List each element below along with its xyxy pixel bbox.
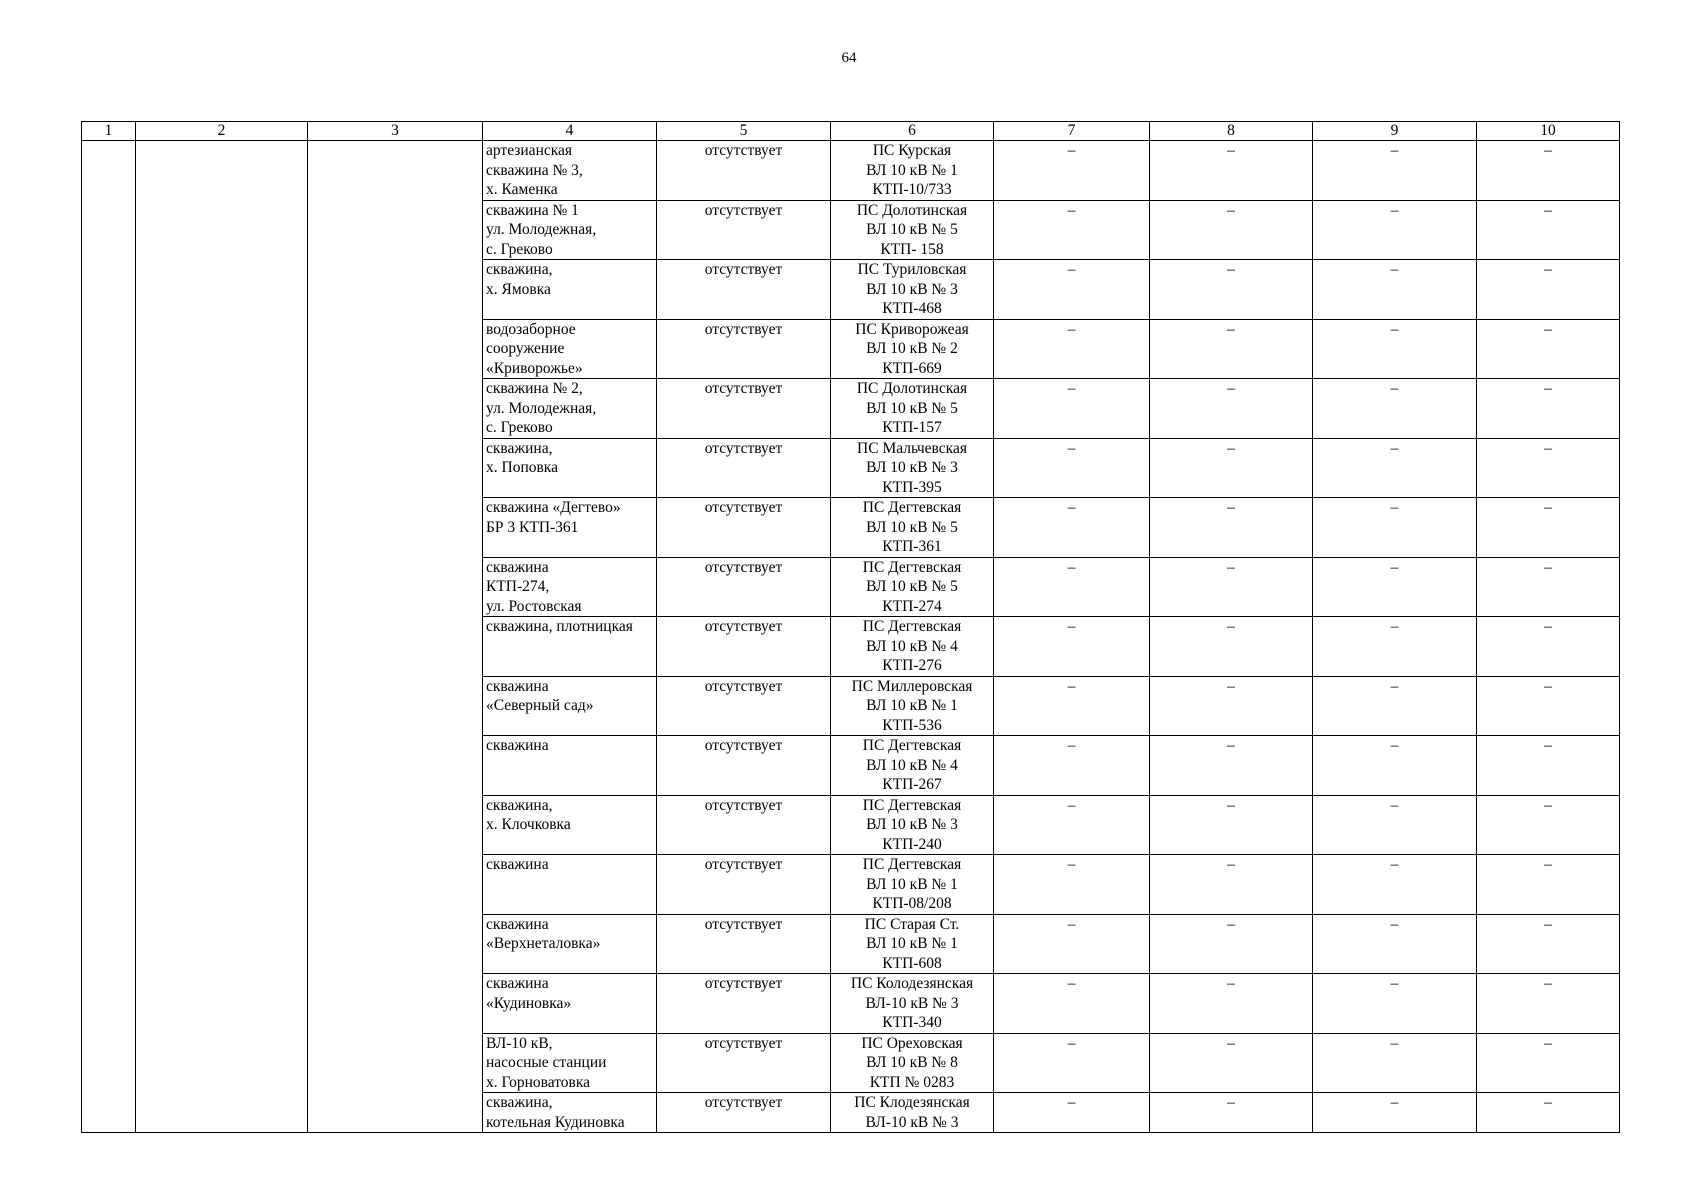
object-name-cell: скважина «Северный сад» bbox=[483, 676, 657, 736]
col-10-cell: – bbox=[1477, 438, 1620, 498]
col-8-cell: – bbox=[1150, 438, 1313, 498]
status-cell: отсутствует bbox=[657, 557, 831, 617]
object-name-cell: скважина, х. Ямовка bbox=[483, 260, 657, 320]
column-header: 1 bbox=[82, 122, 136, 141]
object-name-cell: скважина «Верхнеталовка» bbox=[483, 914, 657, 974]
table-row bbox=[82, 141, 1620, 201]
column-header: 10 bbox=[1477, 122, 1620, 141]
col-9-cell: – bbox=[1313, 379, 1477, 439]
col-10-cell: – bbox=[1477, 200, 1620, 260]
status-cell: отсутствует bbox=[657, 260, 831, 320]
status-cell: отсутствует bbox=[657, 379, 831, 439]
col-9-cell: – bbox=[1313, 617, 1477, 677]
col-7-cell: – bbox=[994, 141, 1150, 201]
col-8-cell: – bbox=[1150, 319, 1313, 379]
column-header: 6 bbox=[831, 122, 994, 141]
col-9-cell: – bbox=[1313, 676, 1477, 736]
status-cell: отсутствует bbox=[657, 319, 831, 379]
col-10-cell: – bbox=[1477, 141, 1620, 201]
col-7-cell: – bbox=[994, 855, 1150, 915]
power-source-cell: ПС Мальчевская ВЛ 10 кВ № 3 КТП-395 bbox=[831, 438, 994, 498]
col-10-cell: – bbox=[1477, 795, 1620, 855]
power-source-cell: ПС Дегтевская ВЛ 10 кВ № 4 КТП-276 bbox=[831, 617, 994, 677]
col-8-cell: – bbox=[1150, 200, 1313, 260]
col-10-cell: – bbox=[1477, 974, 1620, 1034]
col-8-cell: – bbox=[1150, 141, 1313, 201]
status-cell: отсутствует bbox=[657, 676, 831, 736]
object-name-cell: скважина, х. Поповка bbox=[483, 438, 657, 498]
object-name-cell: скважина КТП-274, ул. Ростовская bbox=[483, 557, 657, 617]
col-10-cell: – bbox=[1477, 379, 1620, 439]
col-7-cell: – bbox=[994, 438, 1150, 498]
column-header: 8 bbox=[1150, 122, 1313, 141]
col-10-cell: – bbox=[1477, 676, 1620, 736]
empty-cell-col-1 bbox=[82, 141, 136, 1133]
col-8-cell: – bbox=[1150, 379, 1313, 439]
object-name-cell: скважина, котельная Кудиновка bbox=[483, 1093, 657, 1133]
col-10-cell: – bbox=[1477, 319, 1620, 379]
power-source-cell: ПС Клодезянская ВЛ-10 кВ № 3 bbox=[831, 1093, 994, 1133]
empty-cell-col-2 bbox=[136, 141, 308, 1133]
col-9-cell: – bbox=[1313, 1033, 1477, 1093]
col-7-cell: – bbox=[994, 319, 1150, 379]
col-7-cell: – bbox=[994, 557, 1150, 617]
col-8-cell: – bbox=[1150, 795, 1313, 855]
col-7-cell: – bbox=[994, 200, 1150, 260]
column-header: 3 bbox=[308, 122, 483, 141]
power-source-cell: ПС Дегтевская ВЛ 10 кВ № 4 КТП-267 bbox=[831, 736, 994, 796]
column-header: 9 bbox=[1313, 122, 1477, 141]
col-8-cell: – bbox=[1150, 557, 1313, 617]
power-source-cell: ПС Ореховская ВЛ 10 кВ № 8 КТП № 0283 bbox=[831, 1033, 994, 1093]
status-cell: отсутствует bbox=[657, 200, 831, 260]
column-header: 7 bbox=[994, 122, 1150, 141]
col-10-cell: – bbox=[1477, 498, 1620, 558]
power-source-cell: ПС Долотинская ВЛ 10 кВ № 5 КТП-157 bbox=[831, 379, 994, 439]
data-table bbox=[81, 121, 1620, 1133]
object-name-cell: скважина, х. Клочковка bbox=[483, 795, 657, 855]
col-10-cell: – bbox=[1477, 1093, 1620, 1133]
col-7-cell: – bbox=[994, 795, 1150, 855]
col-9-cell: – bbox=[1313, 260, 1477, 320]
status-cell: отсутствует bbox=[657, 438, 831, 498]
column-header: 5 bbox=[657, 122, 831, 141]
col-7-cell: – bbox=[994, 914, 1150, 974]
col-9-cell: – bbox=[1313, 200, 1477, 260]
col-9-cell: – bbox=[1313, 141, 1477, 201]
power-source-cell: ПС Миллеровская ВЛ 10 кВ № 1 КТП-536 bbox=[831, 676, 994, 736]
object-name-cell: скважина bbox=[483, 855, 657, 915]
status-cell: отсутствует bbox=[657, 1093, 831, 1133]
col-9-cell: – bbox=[1313, 736, 1477, 796]
col-10-cell: – bbox=[1477, 914, 1620, 974]
col-8-cell: – bbox=[1150, 1093, 1313, 1133]
col-7-cell: – bbox=[994, 736, 1150, 796]
status-cell: отсутствует bbox=[657, 855, 831, 915]
status-cell: отсутствует bbox=[657, 795, 831, 855]
status-cell: отсутствует bbox=[657, 914, 831, 974]
power-source-cell: ПС Долотинская ВЛ 10 кВ № 5 КТП- 158 bbox=[831, 200, 994, 260]
col-9-cell: – bbox=[1313, 974, 1477, 1034]
col-8-cell: – bbox=[1150, 260, 1313, 320]
col-7-cell: – bbox=[994, 379, 1150, 439]
column-header: 2 bbox=[136, 122, 308, 141]
power-source-cell: ПС Криворожеая ВЛ 10 кВ № 2 КТП-669 bbox=[831, 319, 994, 379]
col-9-cell: – bbox=[1313, 319, 1477, 379]
col-8-cell: – bbox=[1150, 855, 1313, 915]
col-9-cell: – bbox=[1313, 795, 1477, 855]
col-8-cell: – bbox=[1150, 974, 1313, 1034]
object-name-cell: скважина № 2, ул. Молодежная, с. Греково bbox=[483, 379, 657, 439]
power-source-cell: ПС Дегтевская ВЛ 10 кВ № 3 КТП-240 bbox=[831, 795, 994, 855]
status-cell: отсутствует bbox=[657, 617, 831, 677]
col-8-cell: – bbox=[1150, 736, 1313, 796]
object-name-cell: скважина «Дегтево» БР 3 КТП-361 bbox=[483, 498, 657, 558]
status-cell: отсутствует bbox=[657, 498, 831, 558]
object-name-cell: артезианская скважина № 3, х. Каменка bbox=[483, 141, 657, 201]
power-source-cell: ПС Дегтевская ВЛ 10 кВ № 1 КТП-08/208 bbox=[831, 855, 994, 915]
col-7-cell: – bbox=[994, 1093, 1150, 1133]
table-body bbox=[82, 141, 1620, 1133]
header-row bbox=[82, 122, 1620, 141]
col-8-cell: – bbox=[1150, 617, 1313, 677]
col-10-cell: – bbox=[1477, 617, 1620, 677]
object-name-cell: скважина № 1 ул. Молодежная, с. Греково bbox=[483, 200, 657, 260]
col-9-cell: – bbox=[1313, 1093, 1477, 1133]
status-cell: отсутствует bbox=[657, 736, 831, 796]
column-header: 4 bbox=[483, 122, 657, 141]
object-name-cell: водозаборное сооружение «Криворожье» bbox=[483, 319, 657, 379]
power-source-cell: ПС Старая Ст. ВЛ 10 кВ № 1 КТП-608 bbox=[831, 914, 994, 974]
col-8-cell: – bbox=[1150, 914, 1313, 974]
col-9-cell: – bbox=[1313, 438, 1477, 498]
empty-cell-col-3 bbox=[308, 141, 483, 1133]
power-source-cell: ПС Курская ВЛ 10 кВ № 1 КТП-10/733 bbox=[831, 141, 994, 201]
col-10-cell: – bbox=[1477, 557, 1620, 617]
object-name-cell: скважина bbox=[483, 736, 657, 796]
col-10-cell: – bbox=[1477, 260, 1620, 320]
col-9-cell: – bbox=[1313, 498, 1477, 558]
col-7-cell: – bbox=[994, 498, 1150, 558]
col-10-cell: – bbox=[1477, 736, 1620, 796]
col-7-cell: – bbox=[994, 1033, 1150, 1093]
power-source-cell: ПС Дегтевская ВЛ 10 кВ № 5 КТП-361 bbox=[831, 498, 994, 558]
col-8-cell: – bbox=[1150, 676, 1313, 736]
object-name-cell: скважина «Кудиновка» bbox=[483, 974, 657, 1034]
col-8-cell: – bbox=[1150, 1033, 1313, 1093]
page-number: 64 bbox=[841, 50, 857, 66]
col-7-cell: – bbox=[994, 676, 1150, 736]
power-source-cell: ПС Колодезянская ВЛ-10 кВ № 3 КТП-340 bbox=[831, 974, 994, 1034]
col-7-cell: – bbox=[994, 260, 1150, 320]
col-9-cell: – bbox=[1313, 855, 1477, 915]
col-10-cell: – bbox=[1477, 855, 1620, 915]
status-cell: отсутствует bbox=[657, 974, 831, 1034]
col-10-cell: – bbox=[1477, 1033, 1620, 1093]
col-7-cell: – bbox=[994, 974, 1150, 1034]
power-source-cell: ПС Дегтевская ВЛ 10 кВ № 5 КТП-274 bbox=[831, 557, 994, 617]
col-7-cell: – bbox=[994, 617, 1150, 677]
power-source-cell: ПС Туриловская ВЛ 10 кВ № 3 КТП-468 bbox=[831, 260, 994, 320]
status-cell: отсутствует bbox=[657, 1033, 831, 1093]
status-cell: отсутствует bbox=[657, 141, 831, 201]
object-name-cell: скважина, плотницкая bbox=[483, 617, 657, 677]
col-9-cell: – bbox=[1313, 557, 1477, 617]
object-name-cell: ВЛ-10 кВ, насосные станции х. Горноватовка bbox=[483, 1033, 657, 1093]
col-9-cell: – bbox=[1313, 914, 1477, 974]
col-8-cell: – bbox=[1150, 498, 1313, 558]
